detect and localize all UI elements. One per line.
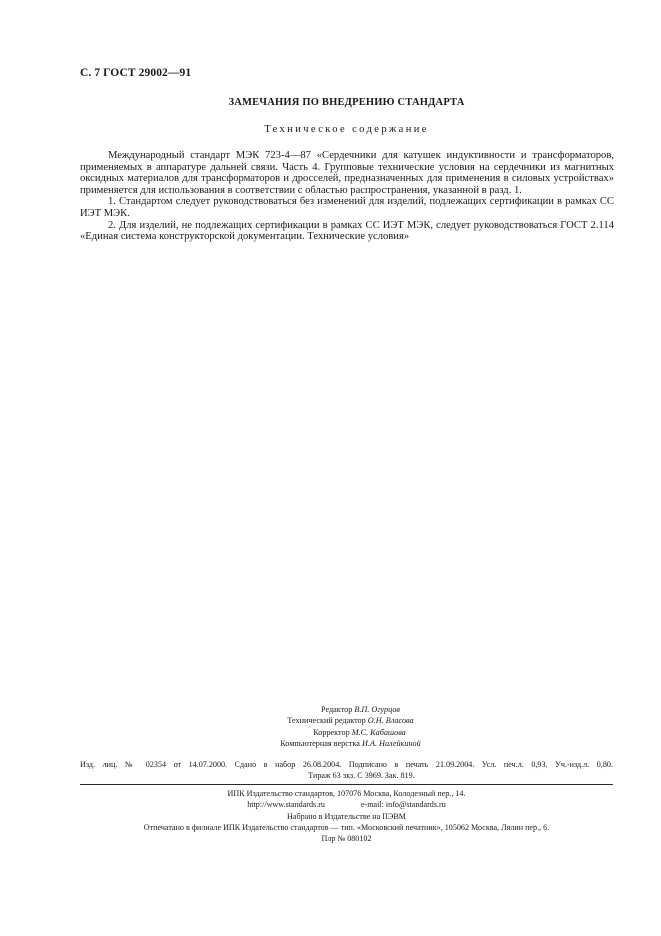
publication-line-1: Изд. лиц. № 02354 от 14.07.2000. Сдано в набор 26.08.2004. Подписано в печать 21.09.2004. Усл. печ.л. 0,93. Уч.-изд.л. 0,80.	[80, 760, 613, 769]
credit-editor	[80, 704, 613, 715]
credit-role: Редактор	[321, 705, 353, 714]
credit-person: О.Н. Власова	[367, 716, 414, 726]
license-number: Плр № 080102	[321, 834, 372, 844]
typeset-note: Набрано в Издательстве на ПЭВМ	[287, 811, 406, 821]
credit-role: Корректор	[313, 727, 350, 737]
website-link[interactable]: http://www.standards.ru	[247, 800, 325, 810]
credit-person: М.С. Кабашова	[351, 727, 406, 737]
publication-line-2: Тираж 63 экз. С 3969. Зак. 819.	[308, 771, 415, 781]
credit-technical-editor	[80, 715, 613, 726]
credit-role: Технический редактор	[287, 716, 366, 726]
credit-person: И.А. Налейкиной	[361, 738, 421, 748]
credits-block	[80, 704, 613, 749]
printer-info	[80, 788, 613, 844]
contact-line	[80, 799, 613, 810]
credit-proofreader	[80, 727, 613, 738]
section-subtitle: Техническое содержание	[264, 124, 429, 135]
divider-rule	[80, 784, 613, 785]
credit-layout	[80, 738, 613, 749]
credit-person: В.П. Огурцов	[354, 705, 400, 714]
publisher-address: ИПК Издательство стандартов, 107076 Москва, Колодезный пер., 14.	[227, 789, 466, 798]
body-text	[80, 150, 614, 243]
email-link[interactable]: e-mail: info@standards.ru	[360, 800, 446, 810]
section-title: ЗАМЕЧАНИЯ ПО ВНЕДРЕНИЮ СТАНДАРТА	[228, 97, 465, 108]
paragraph-intro: Международный стандарт МЭК 723-4—87 «Сердечники для катушек индуктивности и трансформаторов, применяемых в аппаратуре дальней связи. Часть 4. Групповые технические условия на сердечники из магнитных оксидных материалов для трансформаторов и дросселей, предназначенных для применения в силовых устройствах» применяется для использования в соответствии с областью распространения, указанной в разд. 1.	[80, 150, 614, 196]
printed-note: Отпечатано в филиале ИПК Издательство стандартов — тип. «Московский печатник», 105062 Москва, Лялин пер., 6.	[143, 822, 550, 832]
credit-role: Компьютерная верстка	[280, 738, 360, 748]
publication-info	[80, 759, 613, 781]
paragraph-item-1: 1. Стандартом следует руководствоваться без изменений для изделий, подлежащих сертификации в рамках СС ИЭТ МЭК.	[80, 196, 614, 219]
running-head: С. 7 ГОСТ 29002—91	[80, 67, 192, 79]
paragraph-item-2: 2. Для изделий, не подлежащих сертификации в рамках СС ИЭТ МЭК, следует руководствоваться ГОСТ 2.114 «Единая система конструкторской документации. Технические условия»	[80, 219, 614, 243]
